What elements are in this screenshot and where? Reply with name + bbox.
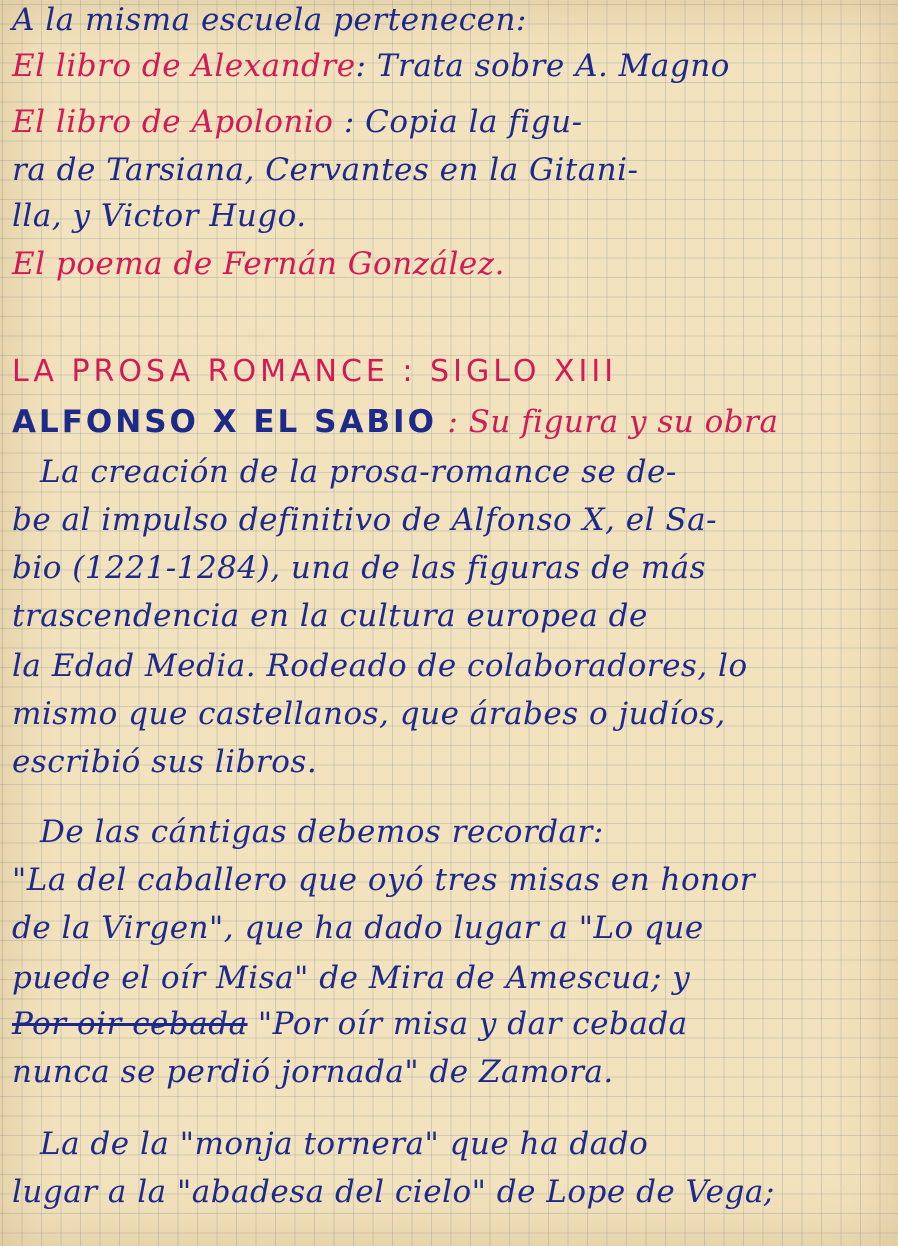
alfonso-heading [12,402,890,442]
intro-line [12,0,890,40]
para1-line: escribió sus libros. [12,744,318,780]
intro-text: A la misma escuela pertenecen: [12,2,527,38]
book-desc-alexandre: Trata sobre A. Magno [376,48,730,84]
para2-line: nunca se perdió jornada" de Zamora. [12,1054,614,1090]
book-sep: : [355,48,367,84]
alfonso-sep: : [447,404,459,440]
apolonio-cont-1: ra de Tarsiana, Cervantes en la Gitani- [12,152,639,188]
book-sep: : [343,104,355,140]
para1-line: la Edad Media. Rodeado de colaboradores, lo [12,648,748,684]
para2-line: "La del caballero que oyó tres misas en honor [12,862,756,898]
alfonso-subtitle: Su figura y su obra [468,404,779,440]
para2-line: puede el oír Misa" de Mira de Amescua; y [12,960,691,996]
para3-line: lugar a la "abadesa del cielo" de Lope de Vega; [12,1174,775,1210]
para2-line: De las cántigas debemos recordar: [40,814,604,850]
book-line-alexandre [12,46,890,86]
alfonso-name: ALFONSO X EL SABIO [12,404,437,440]
para2-line-strike [12,1004,890,1044]
para2-rest-text: "Por oír misa y dar cebada [257,1006,688,1042]
para1-line: bio (1221-1284), una de las figuras de más [12,550,706,586]
book-title-alexandre: El libro de Alexandre [12,48,356,84]
book-line-apolonio [12,102,890,142]
apolonio-cont-2: lla, y Victor Hugo. [12,198,307,234]
para1-line: La creación de la prosa-romance se de- [40,454,677,490]
section-title: LA PROSA ROMANCE : SIGLO XIII [12,354,618,389]
para2-line: de la Virgen", que ha dado lugar a "Lo que [12,910,704,946]
para1-line: be al impulso definitivo de Alfonso X, el Sa- [12,502,718,538]
para3-line: La de la "monja tornera" que ha dado [40,1126,649,1162]
struck-text: Por oir cebada [12,1006,248,1042]
book-desc-apolonio: Copia la figu- [365,104,583,140]
para1-line: mismo que castellanos, que árabes o judíos, [12,696,726,732]
para1-line: trascendencia en la cultura europea de [12,598,648,634]
poema-line: El poema de Fernán González. [12,246,505,282]
book-title-apolonio: El libro de Apolonio [12,104,334,140]
